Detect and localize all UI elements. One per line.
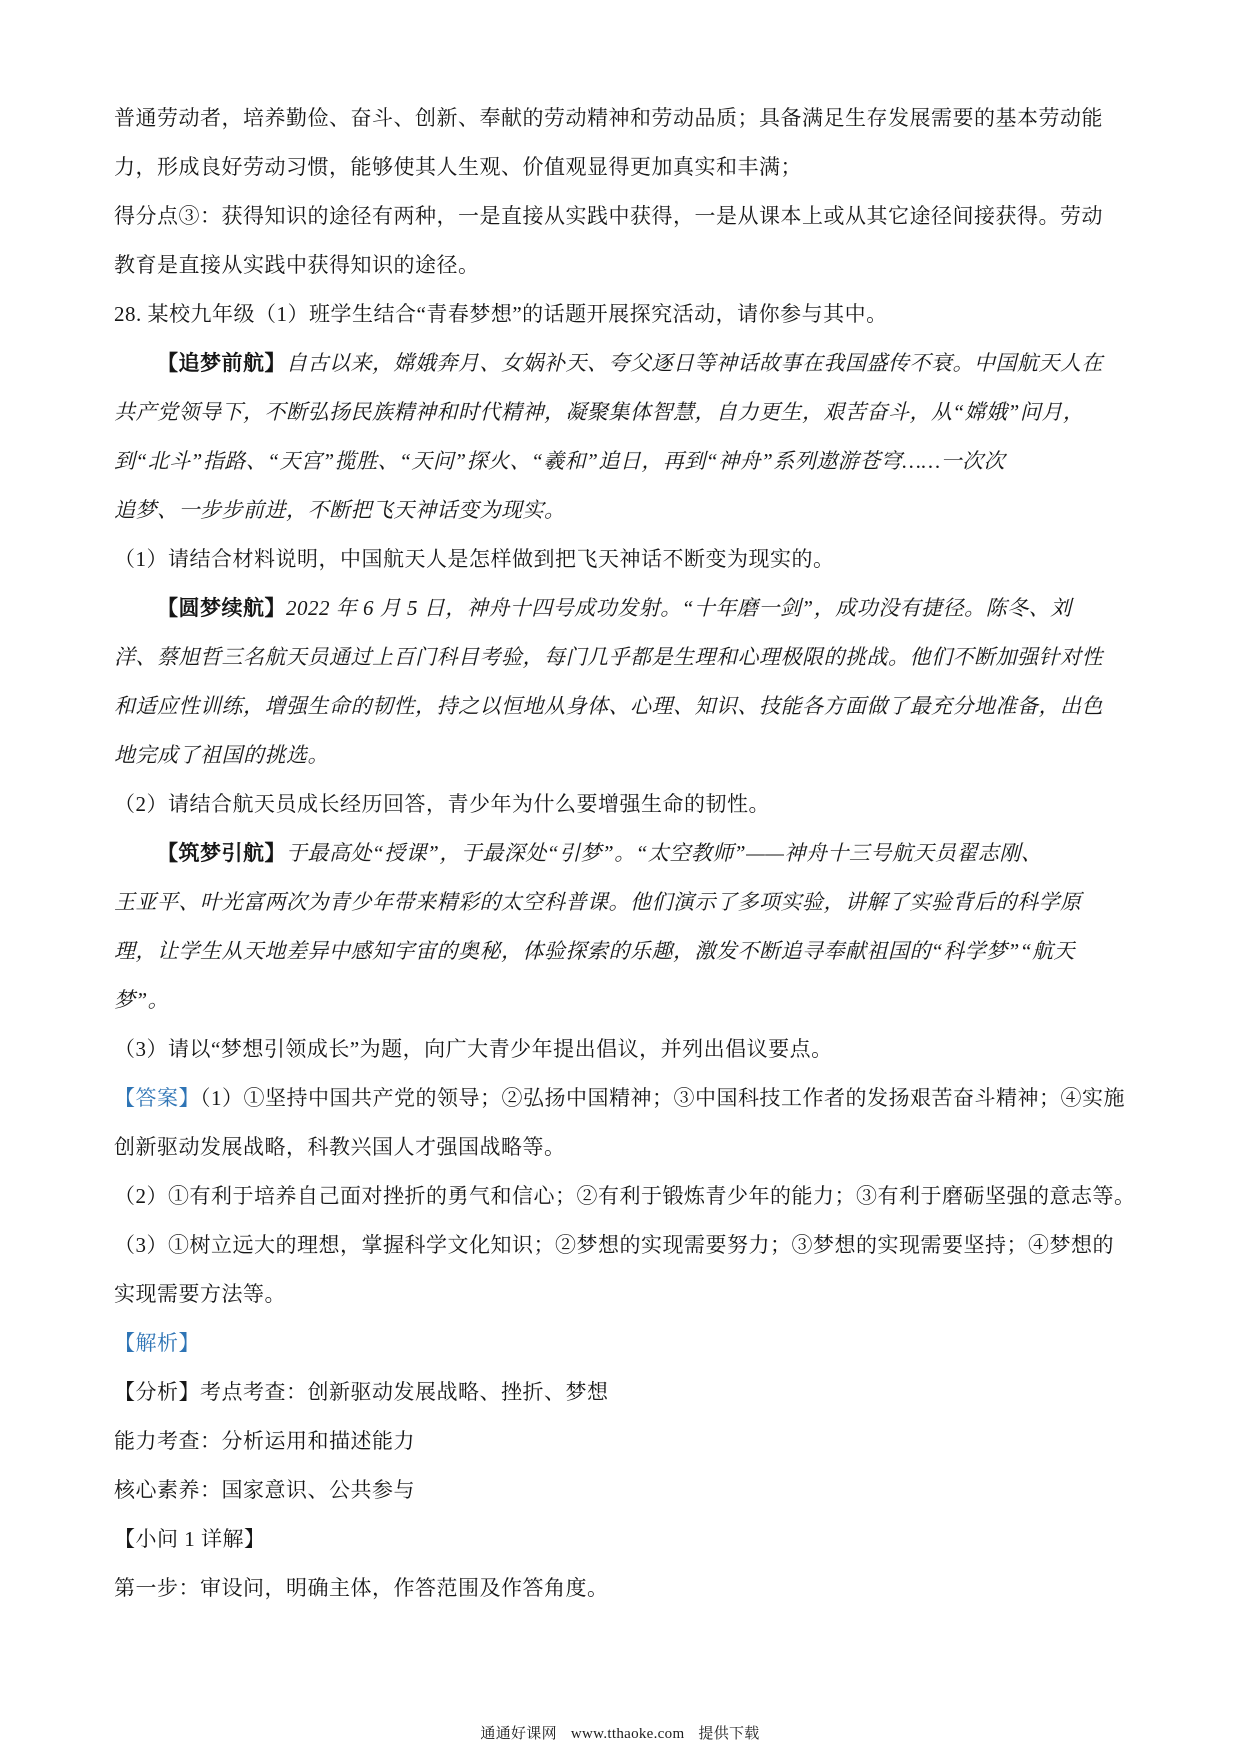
text-line xyxy=(114,731,1128,780)
text-line xyxy=(114,486,1128,535)
text-line xyxy=(114,1515,1128,1564)
text-line xyxy=(114,143,1128,192)
text-segment: 王亚平、叶光富两次为青少年带来精彩的太空科普课。他们演示了多项实验，讲解了实验背后的科学原 xyxy=(114,890,1082,914)
text-line xyxy=(114,1319,1128,1368)
text-segment: 理，让学生从天地差异中感知宇宙的奥秘，体验探索的乐趣，激发不断追寻奉献祖国的“科学梦”“航天 xyxy=(114,939,1076,963)
text-segment: 共产党领导下，不断弘扬民族精神和时代精神，凝聚集体智慧，自力更生，艰苦奋斗，从“嫦娥”问月， xyxy=(114,400,1085,424)
text-line xyxy=(114,1172,1136,1221)
text-line xyxy=(114,290,1128,339)
text-line xyxy=(114,1564,1128,1613)
material-label: 【追梦前航】 xyxy=(157,351,286,375)
text-segment: 教育是直接从实践中获得知识的途径。 xyxy=(114,253,480,277)
text-line xyxy=(114,388,1128,437)
text-line xyxy=(114,437,1128,486)
text-segment: 普通劳动者，培养勤俭、奋斗、创新、奉献的劳动精神和劳动品质；具备满足生存发展需要的基本劳动能 xyxy=(114,106,1103,130)
material-label: 【筑梦引航】 xyxy=(157,841,286,865)
text-segment: 得分点③：获得知识的途径有两种，一是直接从实践中获得，一是从课本上或从其它途径间接获得。劳动 xyxy=(114,204,1103,228)
text-segment: 核心素养：国家意识、公共参与 xyxy=(114,1478,415,1502)
text-line xyxy=(114,780,1128,829)
text-segment: 和适应性训练，增强生命的韧性，持之以恒地从身体、心理、知识、技能各方面做了最充分地准备，出色 xyxy=(114,694,1103,718)
text-line xyxy=(114,192,1128,241)
text-segment: 实现需要方法等。 xyxy=(114,1282,286,1306)
text-segment: 【小问 1 详解】 xyxy=(114,1527,266,1551)
text-line xyxy=(114,584,1128,633)
text-line xyxy=(114,339,1128,388)
footer-site-name: 通通好课网 xyxy=(480,1726,557,1742)
material-label: 【圆梦续航】 xyxy=(157,596,286,620)
text-segment: （2）①有利于培养自己面对挫折的勇气和信心；②有利于锻炼青少年的能力；③有利于磨砺坚强的意志等。 xyxy=(114,1184,1136,1208)
page-footer xyxy=(0,1722,1240,1743)
text-line xyxy=(114,1417,1128,1466)
text-line xyxy=(114,94,1128,143)
text-segment: 第一步：审设问，明确主体，作答范围及作答角度。 xyxy=(114,1576,609,1600)
text-segment: 追梦、一步步前进，不断把飞天神话变为现实。 xyxy=(114,498,566,522)
text-segment: 梦”。 xyxy=(114,988,170,1012)
text-segment: 自古以来，嫦娥奔月、女娲补天、夸父逐日等神话故事在我国盛传不衰。中国航天人在 xyxy=(286,351,1103,375)
text-line xyxy=(114,829,1128,878)
text-line xyxy=(114,1025,1128,1074)
text-segment: （3）①树立远大的理想，掌握科学文化知识；②梦想的实现需要努力；③梦想的实现需要坚持；④梦想的 xyxy=(114,1233,1114,1257)
text-segment: 洋、蔡旭哲三名航天员通过上百门科目考验，每门几乎都是生理和心理极限的挑战。他们不断加强针对性 xyxy=(114,645,1103,669)
text-line xyxy=(114,976,1128,1025)
text-line xyxy=(114,927,1128,976)
text-line xyxy=(114,1270,1128,1319)
text-line xyxy=(114,1074,1128,1123)
text-segment: 到“北斗”指路、“天宫”揽胜、“天问”探火、“羲和”追日，再到“神舟”系列遨游苍穹……一次次 xyxy=(114,449,1006,473)
text-line xyxy=(114,1221,1128,1270)
document-body xyxy=(114,94,1136,1613)
text-line xyxy=(114,1123,1128,1172)
text-segment: （1）请结合材料说明，中国航天人是怎样做到把飞天神话不断变为现实的。 xyxy=(114,547,835,571)
text-line xyxy=(114,535,1128,584)
text-line xyxy=(114,878,1128,927)
analysis-label: 【解析】 xyxy=(114,1331,200,1355)
footer-url: www.tthaoke.com xyxy=(570,1726,685,1742)
text-segment: （3）请以“梦想引领成长”为题，向广大青少年提出倡议，并列出倡议要点。 xyxy=(114,1037,833,1061)
text-segment: 地完成了祖国的挑选。 xyxy=(114,743,329,767)
text-segment: （1）①坚持中国共产党的领导；②弘扬中国精神；③中国科技工作者的发扬艰苦奋斗精神；④实施 xyxy=(200,1086,1125,1110)
text-line xyxy=(114,241,1128,290)
footer-download-text: 提供下载 xyxy=(698,1726,760,1742)
text-segment: 28. 某校九年级（1）班学生结合“青春梦想”的话题开展探究活动，请你参与其中。 xyxy=(114,302,888,326)
text-line xyxy=(114,682,1128,731)
answer-label: 【答案】 xyxy=(114,1086,200,1110)
text-segment: 2022 年 6 月 5 日，神舟十四号成功发射。“十年磨一剑”，成功没有捷径。陈冬、刘 xyxy=(286,596,1072,620)
text-segment: 【分析】考点考查：创新驱动发展战略、挫折、梦想 xyxy=(114,1380,609,1404)
text-segment: 于最高处“授课”，于最深处“引梦”。“太空教师”——神舟十三号航天员翟志刚、 xyxy=(286,841,1043,865)
text-line xyxy=(114,633,1128,682)
text-line xyxy=(114,1466,1128,1515)
text-segment: 能力考查：分析运用和描述能力 xyxy=(114,1429,415,1453)
text-segment: 创新驱动发展战略，科教兴国人才强国战略等。 xyxy=(114,1135,566,1159)
text-line xyxy=(114,1368,1128,1417)
text-segment: 力，形成良好劳动习惯，能够使其人生观、价值观显得更加真实和丰满； xyxy=(114,155,802,179)
text-segment: （2）请结合航天员成长经历回答，青少年为什么要增强生命的韧性。 xyxy=(114,792,770,816)
